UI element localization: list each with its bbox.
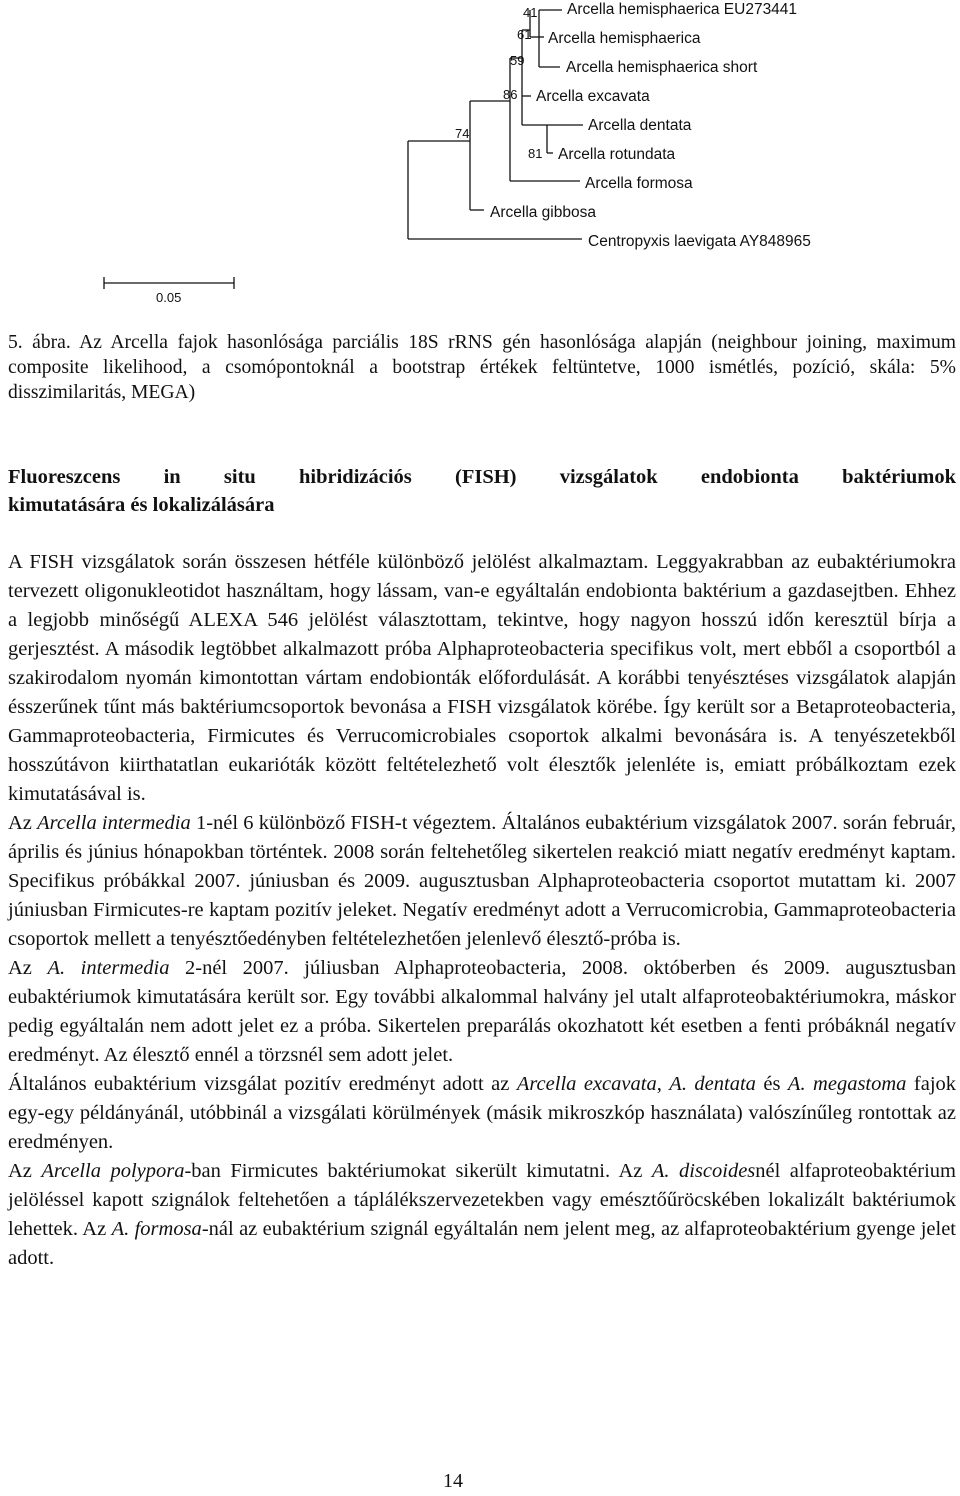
text-run: nél alfaproteobaktérium jelöléssel kapott szignálok feltehetően a táplálékszervezetekben vagy emésztőűröcskében lokalizált baktériumok lehettek. Az: [8, 1160, 956, 1240]
bootstrap-value: 41: [523, 5, 538, 20]
taxon-label: Arcella dentata: [588, 117, 692, 134]
species-name: A. dentata: [669, 1073, 756, 1095]
species-name: Arcella polypora: [41, 1160, 185, 1182]
species-name: A. formosa: [111, 1218, 202, 1240]
text-run: ,: [656, 1073, 670, 1095]
text-run: Általános eubaktérium vizsgálat pozitív eredményt adott az: [8, 1073, 517, 1095]
species-name: Arcella excavata: [516, 1073, 657, 1095]
bootstrap-value: 74: [455, 126, 470, 141]
taxon-label: Arcella formosa: [585, 175, 693, 192]
text-run: Az: [8, 812, 38, 834]
bootstrap-value: 81: [528, 146, 543, 161]
text-run: -nál az eubaktérium szignál egyáltalán nem jelent meg, az alfaproteobaktérium gyenge jelet adott.: [8, 1218, 957, 1269]
page-number: 14: [443, 1470, 463, 1492]
paragraph: A FISH vizsgálatok során összesen hétféle különböző jelölést alkalmaztam. Leggyakrabban az eubaktériumokra tervezett oligonukleotidot használtam, hogy lássam, van-e egyáltalán endobionta baktérium a gazdasejtben. Ehhez a legjobb minőségű ALEXA 546 jelölést választottam, tekintve, hogy nagyon hosszú időn keresztül bírja a gerjesztést. A második legtöbbet alkalmazott próba Alphaproteobacteria specifikus volt, mert ebből a csoportból a szakirodalom nyomán kimontottan vártam endobionták előfordulását. A korábbi tenyésztéses vizsgálatok alapján ésszerűnek tűnt más baktériumcsoportok bevonása a FISH vizsgálatok körébe. Így került sor a Betaproteobacteria, Gammaproteobacteria, Firmicutes és Verrucomicrobiales csoportok alkalmi bevonására is. A tenyészetekből hosszútávon kiirthatatlan eukarióták között feltételezhető volt élesztők jelenléte is, emiatt próbálkoztam ezek kimutatásával is.: [8, 551, 956, 805]
bootstrap-value: 86: [503, 87, 518, 102]
taxon-label: Arcella hemisphaerica EU273441: [567, 1, 798, 18]
taxon-label: Arcella gibbosa: [490, 204, 596, 221]
text-run: 2-nél 2007. júliusban Alphaproteobacteria, 2008. októberben és 2009. augusztusban eubaktériumok kimutatására került sor. Egy további alkalommal halvány jel utalt alfaproteobaktériumokra, máskor pedig egyáltalán nem adott jelet ez a próba. Sikertelen preparálás okozhatott két esetben a fenti próbáknál negatív eredményt. Az élesztő ennél a törzsnél sem adott jelet.: [8, 957, 957, 1066]
bootstrap-value: 59: [510, 53, 525, 68]
taxon-label: Arcella excavata: [536, 88, 650, 105]
taxon-label: Arcella hemisphaerica: [548, 30, 701, 47]
text-run: és: [755, 1073, 788, 1095]
body-text: [8, 548, 956, 1273]
scale-bar: [104, 277, 234, 289]
paragraph: [8, 809, 956, 954]
species-name: Arcella intermedia: [37, 812, 191, 834]
section-heading: [8, 463, 956, 519]
species-name: A. intermedia: [47, 957, 170, 979]
species-name: A. megastoma: [787, 1073, 907, 1095]
figure-caption: [8, 330, 956, 405]
caption-text: Az Arcella fajok hasonlósága parciális 18S rRNS gén hasonlósága alapján (neighbour joining, maximum composite likelihood, a csomópontoknál a bootstrap értékek feltüntetve, 1000 ismétlés, pozíció, skála: 5% disszimilaritás, MEGA): [8, 332, 956, 403]
paragraph: [8, 1070, 956, 1157]
text-run: -ban Firmicutes baktériumokat sikerült kimutatni. Az: [184, 1160, 652, 1182]
taxon-label: Centropyxis laevigata AY848965: [588, 233, 811, 250]
phylogenetic-tree: [0, 0, 960, 310]
taxon-label: Arcella hemisphaerica short: [566, 59, 758, 76]
heading-line-2: kimutatására és lokalizálására: [8, 494, 275, 516]
text-run: 1-nél 6 különböző FISH-t végeztem. Általános eubaktérium vizsgálatok 2007. során február, április és június hónapokban történtek. 2008 során feltehetőleg sikertelen reakció miatt negatív eredményt kaptam. Specifikus próbákkal 2007. júniusban és 2009. augusztusban Alphaproteobacteria csoportot mutattam ki. 2007 júniusban Firmicutes-re kaptam pozitív jeleket. Negatív eredményt adott a Verrucomicrobia, Gammaproteobacteria csoportok mellett a tenyésztőedényben feltételezhetően jelenlevő élesztő-próba is.: [8, 812, 956, 950]
text-run: Az: [8, 1160, 42, 1182]
text-run: fajok egy-egy példányánál, utóbbinál a vizsgálati körülmények (másik mikroszkóp használata) valószínűleg rontottak az eredményen.: [8, 1073, 957, 1153]
bootstrap-value: 61: [517, 27, 532, 42]
heading-line-1: Fluoreszcens in situ hibridizációs (FISH) vizsgálatok endobionta baktériumok: [8, 466, 956, 488]
paragraph: [8, 954, 956, 1070]
caption-label: 5. ábra.: [8, 332, 71, 353]
scale-bar-label: 0.05: [156, 290, 182, 305]
species-name: A. discoides: [651, 1160, 756, 1182]
text-run: Az: [8, 957, 48, 979]
paragraph: [8, 1157, 956, 1273]
taxon-label: Arcella rotundata: [558, 146, 676, 163]
